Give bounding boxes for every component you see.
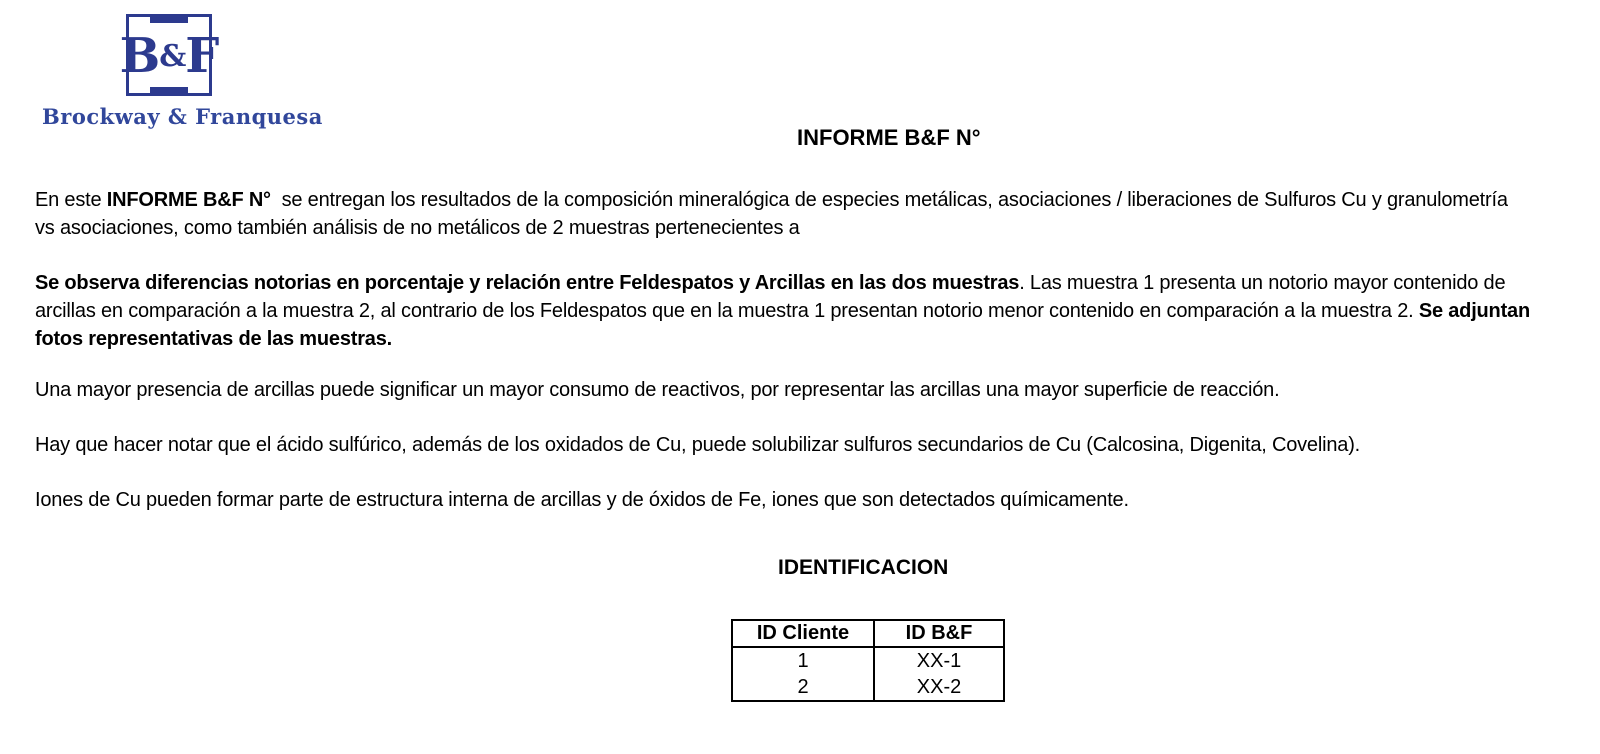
paragraph-acido: Hay que hacer notar que el ácido sulfúrico, además de los oxidados de Cu, puede solubilizar sulfuros secundarios de Cu (Calcosina, Digenita, Covelina). (35, 434, 1361, 456)
table-cell: XX-2 (874, 674, 1004, 701)
header-id-bf: ID B&F (874, 620, 1004, 647)
monogram-b: B (119, 28, 160, 84)
table-body (732, 647, 1004, 701)
identification-table (731, 619, 1005, 702)
header-id-cliente: ID Cliente (732, 620, 874, 647)
paragraph-iones: Iones de Cu pueden formar parte de estructura interna de arcillas y de óxidos de Fe, iones que son detectados químicamente. (35, 489, 1129, 511)
table-row (732, 674, 1004, 701)
logo-monogram (119, 28, 219, 84)
paragraph-arcillas: Una mayor presencia de arcillas puede significar un mayor consumo de reactivos, por representar las arcillas una mayor superficie de reacción. (35, 379, 1280, 401)
monogram-ampersand: & (159, 39, 186, 74)
logo-bottom-tab (150, 87, 188, 96)
monogram-f: F (185, 28, 219, 84)
company-name: Brockway & Franquesa (42, 104, 323, 129)
paragraph-intro: En este INFORME B&F N° se entregan los resultados de la composición mineralógica de especies metálicas, asociaciones / liberaciones de Sulfuros Cu y granulometría vs asociaciones, como también análisis de no metálicos de 2 muestras pertenecientes a (35, 189, 1508, 239)
table-header-row (732, 620, 1004, 647)
table-cell: 2 (797, 675, 809, 698)
identification-heading: IDENTIFICACION (778, 556, 949, 579)
table-cell: XX-1 (874, 647, 1004, 674)
company-logo (42, 14, 342, 129)
logo-monogram-frame (119, 14, 219, 96)
table-row (732, 647, 1004, 674)
logo-top-tab (150, 14, 188, 23)
paragraph-observation: Se observa diferencias notorias en porcentaje y relación entre Feldespatos y Arcillas en las dos muestras. Las muestra 1 presenta un notorio mayor contenido de arcillas en comparación a la muestra 2, al contrario de los Feldespatos que en la muestra 1 presentan notorio menor contenido en comparación a la muestra 2. Se adjuntan fotos representativas de las muestras. (35, 272, 1530, 350)
table-cell: 1 (797, 649, 809, 672)
report-title: INFORME B&F N° (797, 125, 981, 150)
